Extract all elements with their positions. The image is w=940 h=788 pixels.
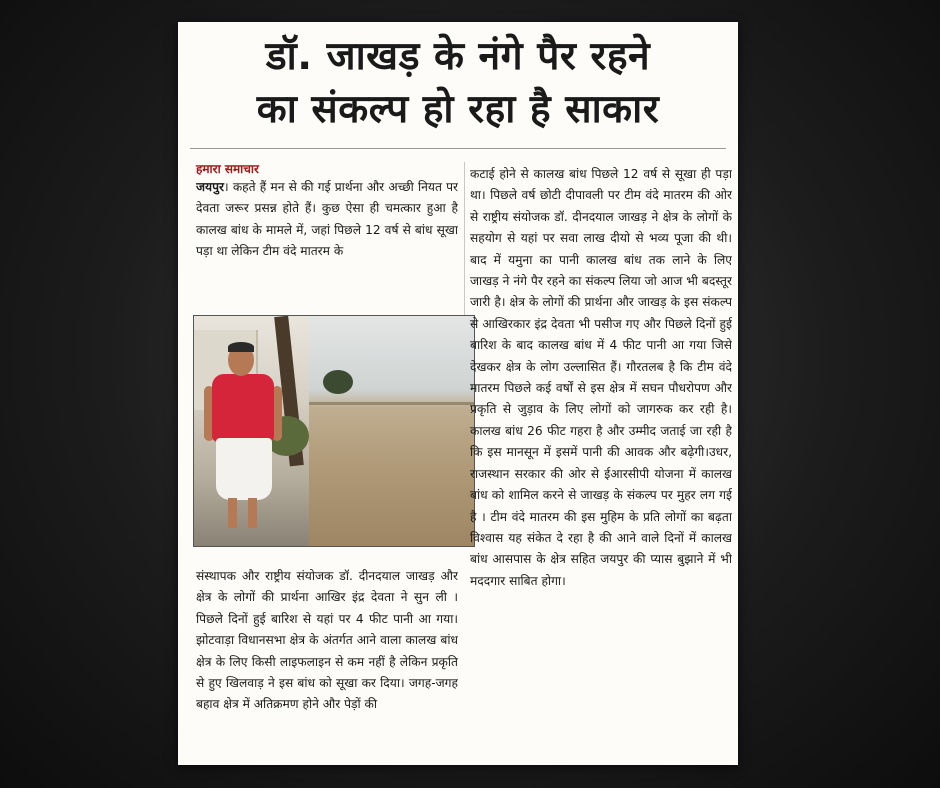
article-column-left-top xyxy=(196,177,458,312)
headline-line-1: डॉ. जाखड़ के नंगे पैर रहने xyxy=(265,34,651,79)
dateline-city: जयपुर xyxy=(196,180,225,194)
byline: हमारा समाचार xyxy=(196,162,259,176)
article-text-left-top: । कहते हैं मन से की गई प्रार्थना और अच्छी नियत पर देवता जरूर प्रसन्न होते हैं। कुछ ऐसा ही चमत्कार हुआ है कालख बांध के मामले में, जहां पिछले 12 वर्ष से बांध सूखा पड़ा था लेकिन टीम वंदे मातरम के xyxy=(196,180,458,259)
headline-rule xyxy=(190,148,726,149)
photo-dam-water xyxy=(309,316,474,546)
newspaper-clipping xyxy=(178,22,738,765)
column-divider xyxy=(464,162,465,337)
article-column-right: कटाई होने से कालख बांध पिछले 12 वर्ष से सूखा ही पड़ा था। पिछले वर्ष छोटी दीपावली पर टीम वंदे मातरम की ओर से राष्ट्रीय संयोजक डॉ. दीनदयाल जाखड़ ने क्षेत्र के लोगों के सहयोग से यहां पर सवा लाख दीयो से भव्य पूजा की थी। बाद में यमुना का पानी कालख बांध तक लाने के लिए जाखड़ ने नंगे पैर रहने का संकल्प लिया जो आज भी बदस्तूर जारी है। क्षेत्र के लोगों की प्रार्थना और जाखड़ के इस संकल्प से आखिरकार इंद्र देवता भी पसीज गए और पिछले दिनों हुई बारिश के बाद कालख बांध में 4 फीट पानी आ गया जिसे देखकर क्षेत्र के लोग उल्लासित हैं। गौरतलब है कि टीम वंदे मातरम पिछले कई वर्षों से इस क्षेत्र में सघन पौधरोपण और प्रकृति से जुड़ाव के लिए लोगों को जागरुक कर रही है। कालख बांध 26 फीट गहरा है और उम्मीद जताई जा रही है कि इस मानसून में इसमें पानी की आवक और बढ़ेगी।उधर, राजस्थान सरकार की ओर से ईआरसीपी योजना में कालख बांध को शामिल करने से जाखड़ के संकल्प पर मुहर लग गई है । टीम वंदे मातरम की इस मुहिम के प्रति लोगों का बढ़ता विश्वास यह संकेत दे रहा है की आने वाले दिनों में कालख बांध आसपास के क्षेत्र सहित जयपुर की प्यास बुझाने में भी मददगार साबित होगा। xyxy=(470,167,732,588)
headline-line-2: का संकल्प हो रहा है साकार xyxy=(256,87,660,132)
photo-man-standing xyxy=(194,316,309,546)
article-photo xyxy=(193,315,475,547)
headline xyxy=(178,30,738,136)
article-column-left-bottom: संस्थापक और राष्ट्रीय संयोजक डॉ. दीनदयाल जाखड़ और क्षेत्र के लोगों की प्रार्थना आखिर इंद्र देवता ने सुन ली । पिछले दिनों हुई बारिश से यहां पर 4 फीट पानी आ गया। झोटवाड़ा विधानसभा क्षेत्र के अंतर्गत आने वाला कालख बांध क्षेत्र के लिए किसी लाइफलाइन से कम नहीं है लेकिन प्रकृति से हुए खिलवाड़ ने इस बांध को सूखा कर दिया। जगह-जगह बहाव क्षेत्र में अतिक्रमण होने और पेड़ों की xyxy=(196,569,458,712)
